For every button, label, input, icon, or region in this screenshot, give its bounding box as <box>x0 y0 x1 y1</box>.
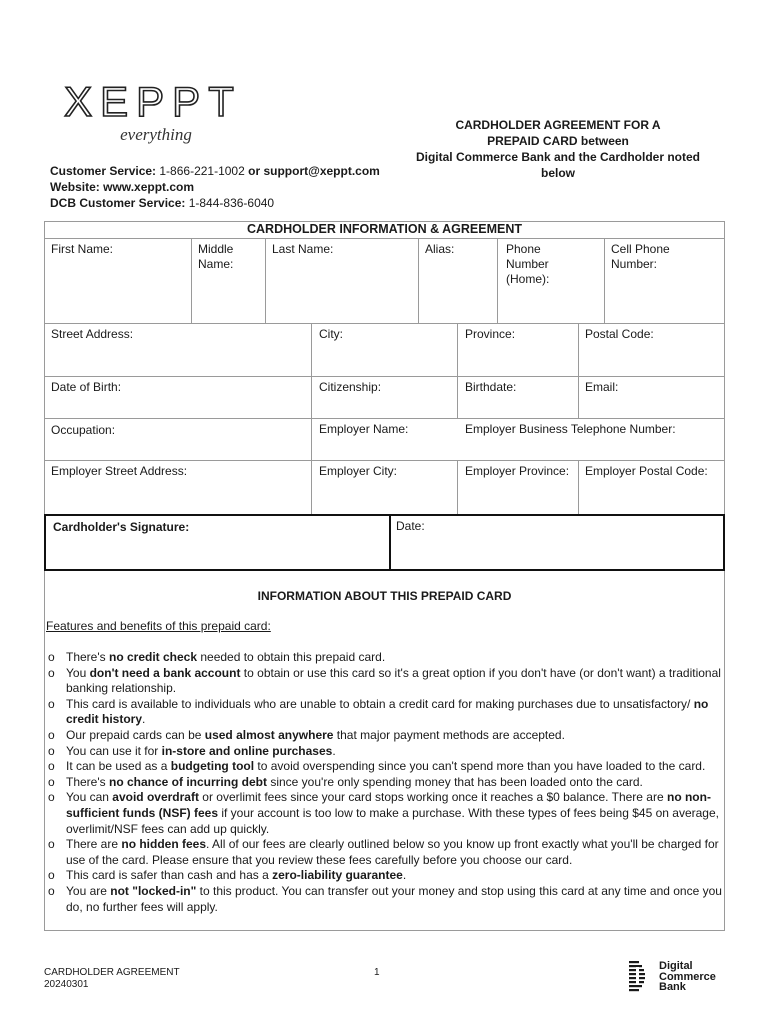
bullet-emphasis: no non-sufficient funds (NSF) fees <box>66 790 711 820</box>
bullet-text: needed to obtain this prepaid card. <box>197 650 386 664</box>
form-divider <box>44 418 725 419</box>
bullet-emphasis: no chance of incurring debt <box>108 774 267 789</box>
bullet-text: It can be used as a <box>66 759 171 774</box>
bullet-text: since you're only spending money that has been loaded onto the card. <box>267 774 643 789</box>
middle-name-label-2: Name: <box>198 257 234 271</box>
bullet-emphasis: used almost anywhere <box>204 727 334 742</box>
footer-document-info <box>44 967 180 991</box>
bullet-emphasis: in-store and online purchases <box>161 743 333 758</box>
bullet-marker: o <box>48 650 55 664</box>
form-divider <box>578 323 579 418</box>
list-item <box>46 759 722 775</box>
bullet-text: There's <box>66 774 109 789</box>
cell-phone-label-2: Number: <box>611 257 658 271</box>
bank-name-line-3: Bank <box>659 981 686 993</box>
page-number: 1 <box>374 967 380 978</box>
bullet-marker: o <box>48 774 55 789</box>
bullet-text: There are <box>66 837 122 852</box>
province-field[interactable]: Province: <box>465 327 516 341</box>
bullet-text: or overlimit fees since your card stops working once it reaches a $0 balance. There are <box>198 790 667 805</box>
bullet-text: You <box>66 665 90 680</box>
form-divider <box>457 323 458 418</box>
footer-doc-name: CARDHOLDER AGREEMENT <box>44 967 180 978</box>
agreement-title-line: below <box>540 166 575 180</box>
bullet-emphasis: budgeting tool <box>170 759 255 774</box>
list-item <box>46 666 722 697</box>
form-divider <box>418 238 419 323</box>
info-section-title: INFORMATION ABOUT THIS PREPAID CARD <box>257 589 512 603</box>
bullet-text: This card is available to individuals who are unable to obtain a credit card for making purchases due to unsatisfactory/ <box>66 696 694 711</box>
features-heading: Features and benefits of this prepaid card: <box>46 619 271 633</box>
dcb-service-label: DCB Customer Service: <box>50 196 186 210</box>
home-phone-label-2: Number <box>506 257 549 271</box>
citizenship-field[interactable]: Citizenship: <box>319 380 382 394</box>
bullet-text: Our prepaid cards can be <box>66 727 205 742</box>
bullet-text: that major payment methods are accepted. <box>333 727 565 742</box>
bullet-emphasis: no credit history <box>66 696 709 727</box>
bullet-text: There's <box>66 650 109 664</box>
employer-name-field[interactable]: Employer Name: <box>319 422 409 436</box>
website-link[interactable]: www.xeppt.com <box>99 180 195 194</box>
bullet-marker: o <box>48 790 55 805</box>
bullet-text: You are <box>66 883 111 898</box>
customer-service-label: Customer Service: <box>50 164 157 178</box>
website-label: Website: <box>50 180 100 194</box>
bullet-text: to avoid overspending since you can't spend more than you have loaded to the card. <box>254 759 706 774</box>
cell-phone-field[interactable] <box>611 242 670 272</box>
bullet-marker: o <box>48 696 55 711</box>
bullet-emphasis: no credit check <box>108 650 198 664</box>
signature-divider <box>389 514 391 571</box>
home-phone-label-1: Phone <box>506 242 541 256</box>
bullet-marker: o <box>48 837 55 852</box>
bank-name <box>659 961 716 993</box>
bullet-text: to obtain or use this card so it's a great option if you don't have (or don't want) a traditional banking relationship. <box>66 665 721 696</box>
bullet-text: . <box>142 712 146 727</box>
form-divider <box>44 238 725 239</box>
bullet-text: . All of our fees are clearly outlined below so you know up front exactly what you'll be charged for use of the card. Please ensure that you review these fees carefully before you choose our card. <box>66 837 719 867</box>
list-item <box>46 728 722 744</box>
support-email-link[interactable]: support@xeppt.com <box>263 164 380 178</box>
or-text: or <box>244 164 264 178</box>
employer-phone-field[interactable]: Employer Business Telephone Number: <box>465 422 676 436</box>
birthdate-field[interactable]: Birthdate: <box>465 380 517 394</box>
list-item <box>46 775 722 791</box>
bullet-text: You can <box>66 790 113 805</box>
bullet-marker: o <box>48 759 55 774</box>
logo-wordmark: XEPPT <box>64 80 242 125</box>
list-item <box>46 868 722 884</box>
list-item <box>46 837 722 868</box>
digital-commerce-bank-logo <box>627 959 737 993</box>
form-divider <box>191 238 192 323</box>
xeppt-logo <box>58 80 248 148</box>
form-title: CARDHOLDER INFORMATION & AGREEMENT <box>247 222 522 236</box>
cell-phone-label-1: Cell Phone <box>611 242 670 256</box>
dcb-service-phone: 1-844-836-6040 <box>185 196 275 210</box>
bullet-text: if your account is too low to make a purchase. With these types of fees being $45 on average, overlimit/NSF fees can add up quickly. <box>66 805 719 836</box>
bullet-text: This card is safer than cash and has a <box>66 868 273 883</box>
middle-name-field[interactable] <box>198 242 233 272</box>
list-item <box>46 884 722 915</box>
signature-field[interactable]: Cardholder's Signature: <box>53 520 190 534</box>
home-phone-label-3: (Home): <box>506 272 550 286</box>
dcb-service-line <box>50 195 380 211</box>
employer-street-field[interactable]: Employer Street Address: <box>51 464 188 478</box>
form-divider <box>497 238 498 323</box>
bullet-text: . <box>332 743 336 758</box>
middle-name-label-1: Middle <box>198 242 234 256</box>
form-divider <box>265 238 266 323</box>
list-item <box>46 744 722 760</box>
logo-tagline: everything <box>120 125 192 144</box>
bullet-text: . <box>402 868 407 883</box>
bullet-marker: o <box>48 665 55 680</box>
bullet-emphasis: no hidden fees <box>121 837 207 852</box>
benefits-list <box>46 650 722 915</box>
bullet-text: You can use it for <box>66 743 162 758</box>
date-of-birth-field[interactable]: Date of Birth: <box>51 380 122 394</box>
list-item <box>46 790 722 837</box>
agreement-title-line: Digital Commerce Bank and the Cardholder noted <box>415 150 701 164</box>
bullet-marker: o <box>48 868 55 883</box>
form-divider <box>311 323 312 514</box>
form-divider <box>457 460 458 514</box>
employer-province-field[interactable]: Employer Province: <box>465 464 570 478</box>
form-divider <box>578 460 579 514</box>
form-divider <box>604 238 605 323</box>
postal-code-field[interactable]: Postal Code: <box>585 327 654 341</box>
bullet-emphasis: avoid overdraft <box>112 790 199 805</box>
agreement-title-line: CARDHOLDER AGREEMENT FOR A <box>455 118 661 132</box>
form-divider <box>44 323 725 324</box>
form-divider <box>44 460 725 461</box>
bank-name-line-2: Commerce <box>659 970 716 983</box>
street-address-field[interactable]: Street Address: <box>51 327 134 341</box>
employer-postal-field[interactable]: Employer Postal Code: <box>585 464 708 478</box>
agreement-title <box>400 117 716 181</box>
agreement-title-line: PREPAID CARD between <box>487 134 629 148</box>
bank-mark-icon <box>627 959 657 993</box>
employer-city-field[interactable]: Employer City: <box>319 464 398 478</box>
contact-info <box>50 163 380 211</box>
bullet-text: to this product. You can transfer out your money and stop using this card at any time and once you do, no further fees will apply. <box>66 883 722 914</box>
bullet-emphasis: not "locked-in" <box>110 883 197 898</box>
customer-service-phone: 1-866-221-1002 <box>156 164 245 178</box>
bank-name-line-1: Digital <box>659 960 693 972</box>
list-item <box>46 697 722 728</box>
occupation-field[interactable]: Occupation: <box>51 423 116 437</box>
bullet-marker: o <box>48 883 55 898</box>
customer-service-line <box>50 163 380 179</box>
alias-field[interactable]: Alias: <box>425 242 455 256</box>
bullet-marker: o <box>48 727 55 742</box>
signature-date-field[interactable]: Date: <box>396 519 425 533</box>
city-field[interactable]: City: <box>319 327 343 341</box>
bullet-emphasis: zero-liability guarantee <box>272 868 403 883</box>
home-phone-field[interactable] <box>506 242 549 287</box>
footer-doc-version: 20240301 <box>44 979 89 990</box>
website-line <box>50 179 380 195</box>
email-field[interactable]: Email: <box>585 380 619 394</box>
list-item <box>46 650 722 666</box>
bullet-emphasis: don't need a bank account <box>89 665 241 680</box>
first-name-field[interactable]: First Name: <box>51 242 114 256</box>
last-name-field[interactable]: Last Name: <box>272 242 334 256</box>
form-divider <box>44 376 725 377</box>
bullet-marker: o <box>48 743 55 758</box>
